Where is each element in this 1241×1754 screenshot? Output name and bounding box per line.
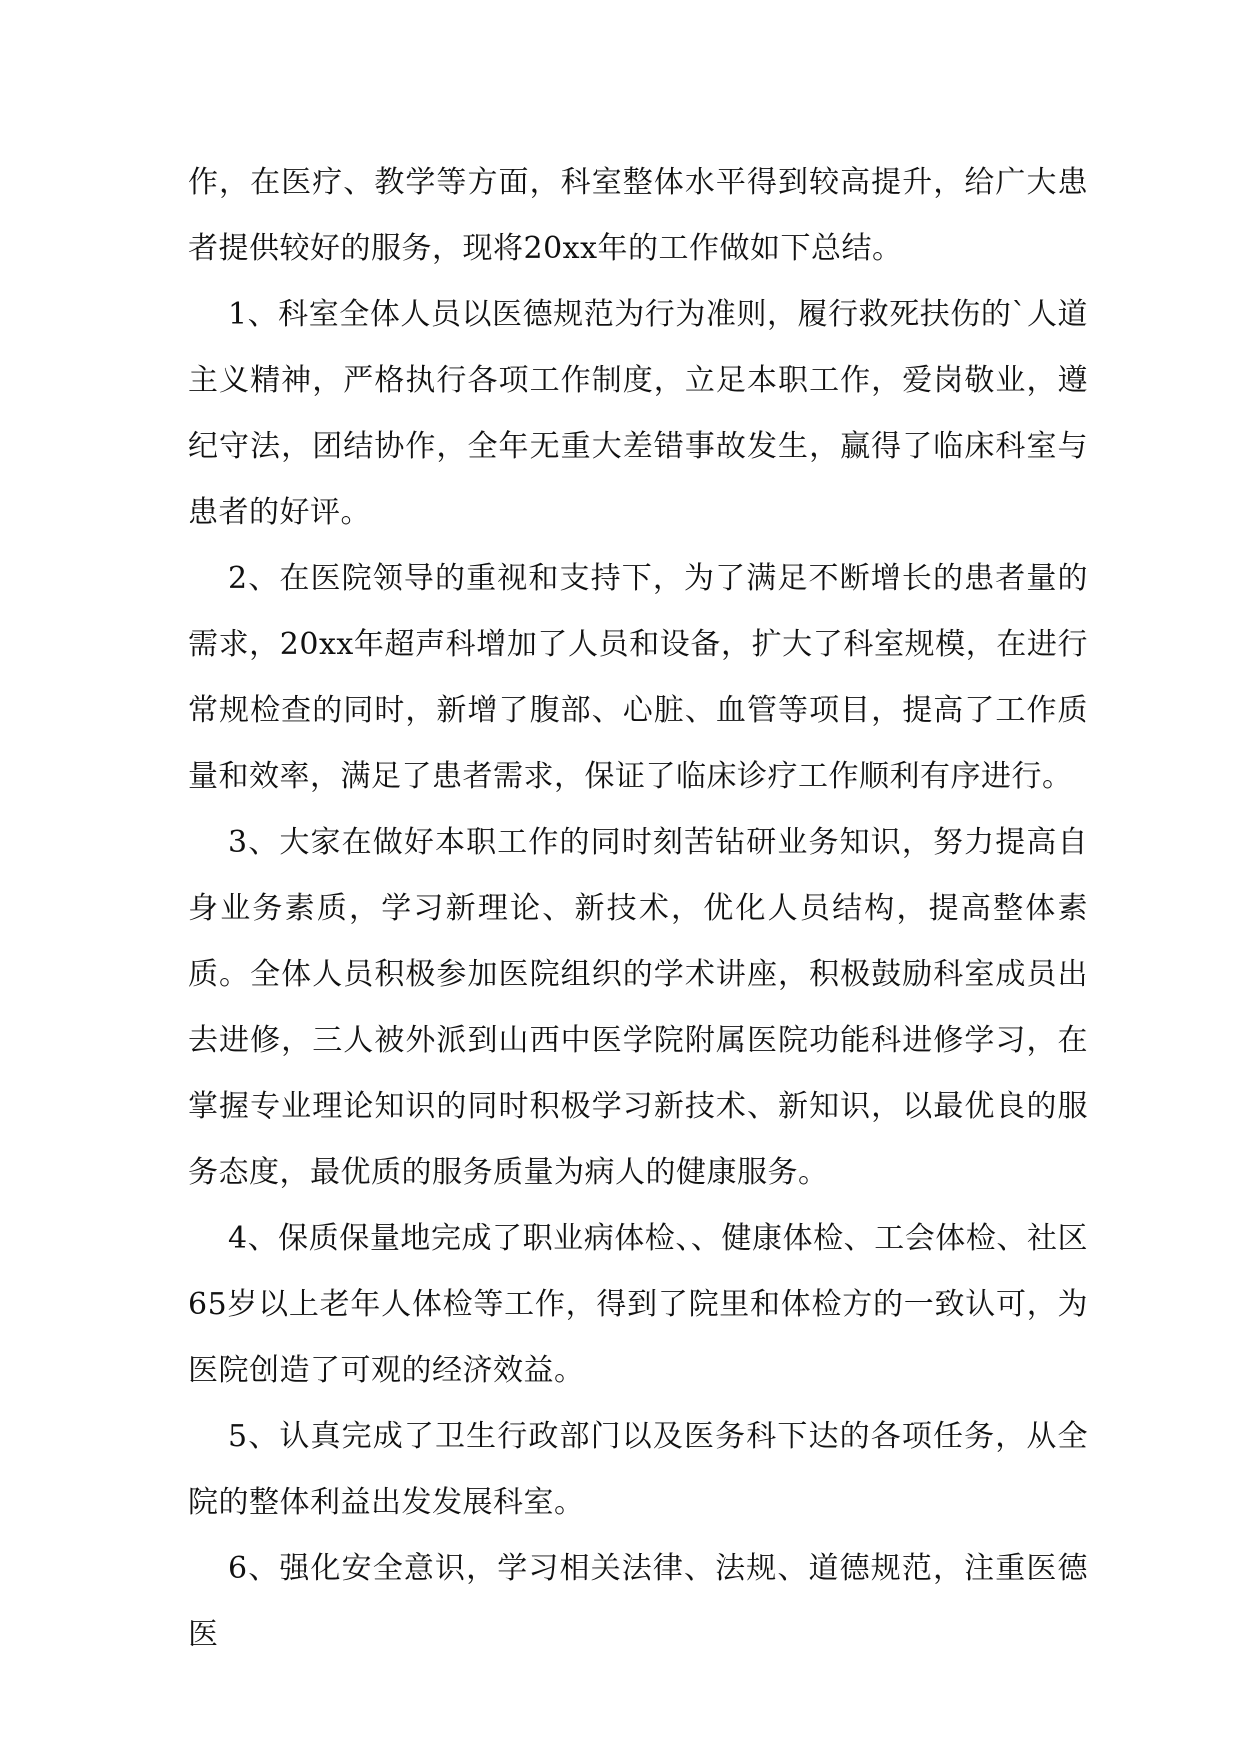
paragraph-item-4: 4、保质保量地完成了职业病体检、、健康体检、工会体检、社区65岁以上老年人体检等工作，得到了院里和体检方的一致认可，为医院创造了可观的经济效益。 [188, 1221, 1088, 1388]
document-page [188, 150, 1088, 1668]
paragraph-item-1: 1、科室全体人员以医德规范为行为准则，履行救死扶伤的`人道主义精神，严格执行各项工作制度，立足本职工作，爱岗敬业，遵纪守法，团结协作，全年无重大差错事故发生，赢得了临床科室与患者的好评。 [188, 297, 1088, 530]
paragraph-item-2: 2、在医院领导的重视和支持下，为了满足不断增长的患者量的需求，20xx年超声科增加了人员和设备，扩大了科室规模，在进行常规检查的同时，新增了腹部、心脏、血管等项目，提高了工作质量和效率，满足了患者需求，保证了临床诊疗工作顺利有序进行。 [188, 561, 1088, 794]
paragraph-continuation: 作，在医疗、教学等方面，科室整体水平得到较高提升，给广大患者提供较好的服务，现将20xx年的工作做如下总结。 [188, 165, 1088, 266]
paragraph-item-3: 3、大家在做好本职工作的同时刻苦钻研业务知识，努力提高自身业务素质，学习新理论、新技术，优化人员结构，提高整体素质。全体人员积极参加医院组织的学术讲座，积极鼓励科室成员出去进修，三人被外派到山西中医学院附属医院功能科进修学习，在掌握专业理论知识的同时积极学习新技术、新知识，以最优良的服务态度，最优质的服务质量为病人的健康服务。 [188, 825, 1088, 1190]
paragraph-item-5: 5、认真完成了卫生行政部门以及医务科下达的各项任务，从全院的整体利益出发发展科室。 [188, 1419, 1088, 1520]
paragraph-item-6: 6、强化安全意识，学习相关法律、法规、道德规范，注重医德医 [188, 1551, 1088, 1652]
